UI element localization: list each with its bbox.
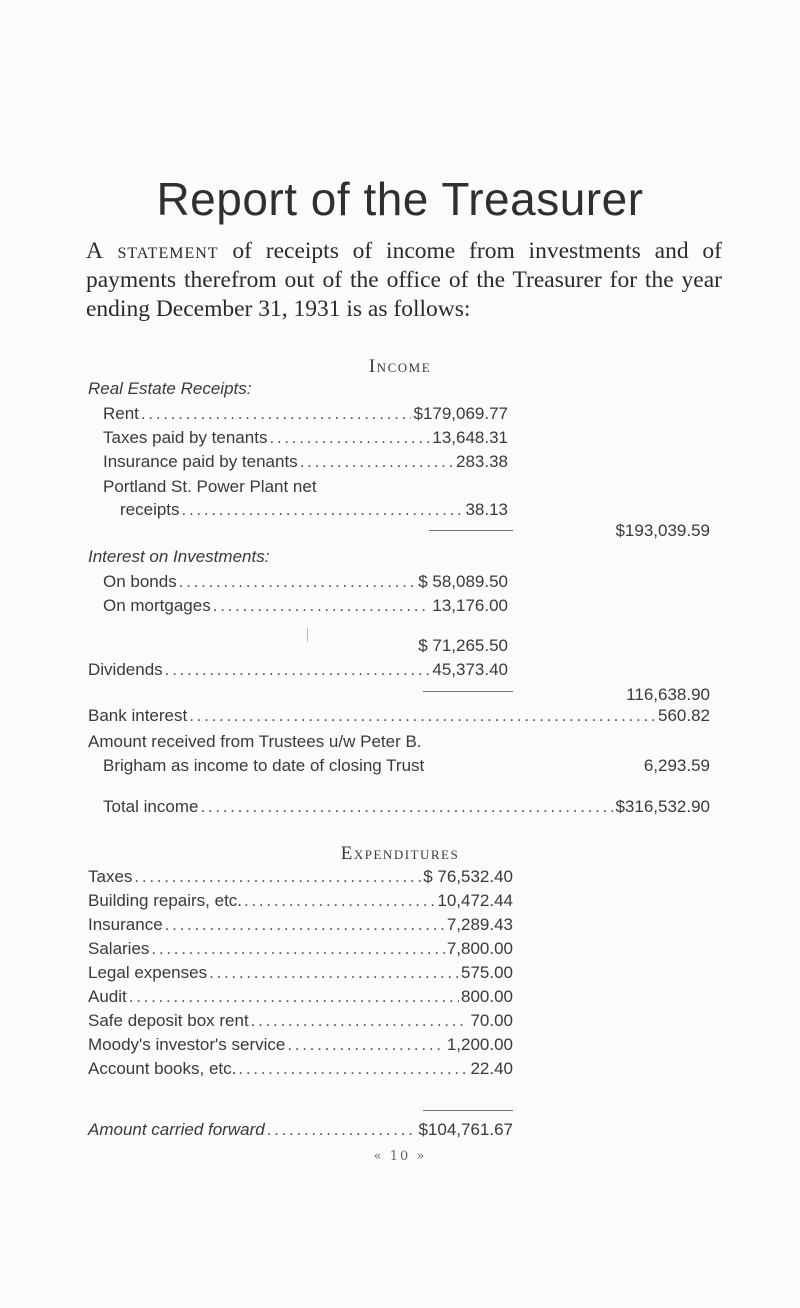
leader-dots	[182, 500, 464, 520]
row-label: Audit	[88, 987, 127, 1006]
ledger-row	[88, 867, 513, 891]
row-value: 7,289.43	[446, 915, 513, 934]
ledger-row	[103, 596, 508, 620]
leader-dots	[165, 660, 431, 680]
sum-mark	[307, 628, 308, 642]
leader-dots	[251, 1011, 469, 1031]
intro-lead: A statement	[86, 238, 219, 264]
interest-label: Interest on Investments:	[88, 547, 270, 566]
leader-dots	[267, 1120, 417, 1140]
ledger-row	[103, 428, 508, 452]
leader-dots	[213, 596, 431, 616]
leader-dots	[269, 428, 430, 448]
row-label: Insurance paid by tenants	[103, 452, 298, 471]
expenditures-heading: Expenditures	[340, 843, 460, 864]
intro-text: of receipts of income from investments and of payments therefrom out of the office of the Treasurer for the year ending December 31, 1931 is as follows:	[86, 238, 722, 322]
leader-dots	[200, 797, 613, 817]
ledger-row	[103, 404, 508, 428]
trust-value: 6,293.59	[643, 756, 710, 775]
leader-dots	[300, 452, 454, 472]
row-label: Amount carried forward	[88, 1120, 265, 1139]
leader-dots	[189, 706, 656, 726]
row-value: 800.00	[461, 987, 513, 1006]
row-value: $ 76,532.40	[423, 867, 513, 886]
row-value: 22.40	[470, 1059, 513, 1078]
real-estate-subtotal: $193,039.59	[615, 521, 710, 540]
trust-label-line1: Amount received from Trustees u/w Peter B.	[88, 732, 422, 751]
row-label: Building repairs, etc.	[88, 891, 243, 910]
row-value: 10,472.44	[437, 891, 513, 910]
leader-dots	[179, 572, 416, 592]
leader-dots	[134, 867, 421, 887]
row-value: 1,200.00	[446, 1035, 513, 1054]
row-label: Moody's investor's service	[88, 1035, 286, 1054]
ledger-row	[88, 915, 513, 939]
leader-dots	[141, 404, 412, 424]
ledger-row	[120, 500, 508, 524]
leader-dots	[287, 1035, 444, 1055]
row-label: Account books, etc.	[88, 1059, 237, 1078]
row-label: receipts	[120, 500, 180, 519]
row-value: 13,648.31	[432, 428, 508, 447]
ledger-row	[103, 452, 508, 476]
page-number: « 10 »	[373, 1149, 427, 1164]
carried-forward-row	[88, 1120, 513, 1144]
ledger-row	[88, 1011, 513, 1035]
ledger-row	[88, 987, 513, 1011]
row-value: 7,800.00	[446, 939, 513, 958]
intro-paragraph	[86, 237, 722, 324]
leader-dots	[244, 891, 435, 911]
row-value: 13,176.00	[432, 596, 508, 615]
row-label: Total income	[103, 797, 199, 816]
row-value: 575.00	[461, 963, 513, 982]
row-value: $104,761.67	[418, 1120, 513, 1139]
leader-dots	[238, 1059, 468, 1079]
row-label: Bank interest	[88, 706, 188, 725]
row-label: Salaries	[88, 939, 150, 958]
row-label: Legal expenses	[88, 963, 208, 982]
row-value: 38.13	[465, 500, 508, 519]
subtotal-rule	[429, 530, 513, 531]
ledger-row	[88, 963, 513, 987]
leader-dots	[129, 987, 459, 1007]
row-value: 70.00	[470, 1011, 513, 1030]
leader-dots	[209, 963, 459, 983]
row-value: 283.38	[456, 452, 508, 471]
trust-label-line2: Brigham as income to date of closing Trust	[103, 756, 425, 775]
row-label: Dividends	[88, 660, 163, 679]
row-label: Rent	[103, 404, 139, 423]
page-title: Report of the Treasurer	[156, 173, 644, 225]
row-value: 45,373.40	[432, 660, 508, 679]
leader-dots	[151, 939, 444, 959]
income-heading: Income	[368, 356, 432, 377]
row-value: 560.82	[658, 706, 710, 725]
ledger-row	[103, 572, 508, 596]
ledger-row	[88, 1035, 513, 1059]
row-label: On mortgages	[103, 596, 211, 615]
total-rule	[423, 1110, 513, 1111]
leader-dots	[165, 915, 445, 935]
row-label: Insurance	[88, 915, 163, 934]
ledger-row	[88, 1059, 513, 1083]
interest-subtotal: 116,638.90	[626, 685, 710, 704]
ledger-row	[88, 939, 513, 963]
row-label: Taxes paid by tenants	[103, 428, 268, 447]
ledger-row	[88, 891, 513, 915]
row-value: $179,069.77	[413, 404, 508, 423]
portland-label-line1: Portland St. Power Plant net	[103, 477, 317, 496]
interest-sum: $ 71,265.50	[418, 636, 508, 655]
row-label: Taxes	[88, 867, 133, 886]
total-income-row	[103, 797, 710, 821]
row-value: $ 58,089.50	[418, 572, 508, 591]
row-label: Safe deposit box rent	[88, 1011, 249, 1030]
subtotal-rule	[423, 691, 513, 692]
row-label: On bonds	[103, 572, 177, 591]
ledger-row	[88, 660, 508, 684]
ledger-row	[88, 706, 710, 730]
real-estate-label: Real Estate Receipts:	[88, 379, 252, 398]
row-value: $316,532.90	[615, 797, 710, 816]
